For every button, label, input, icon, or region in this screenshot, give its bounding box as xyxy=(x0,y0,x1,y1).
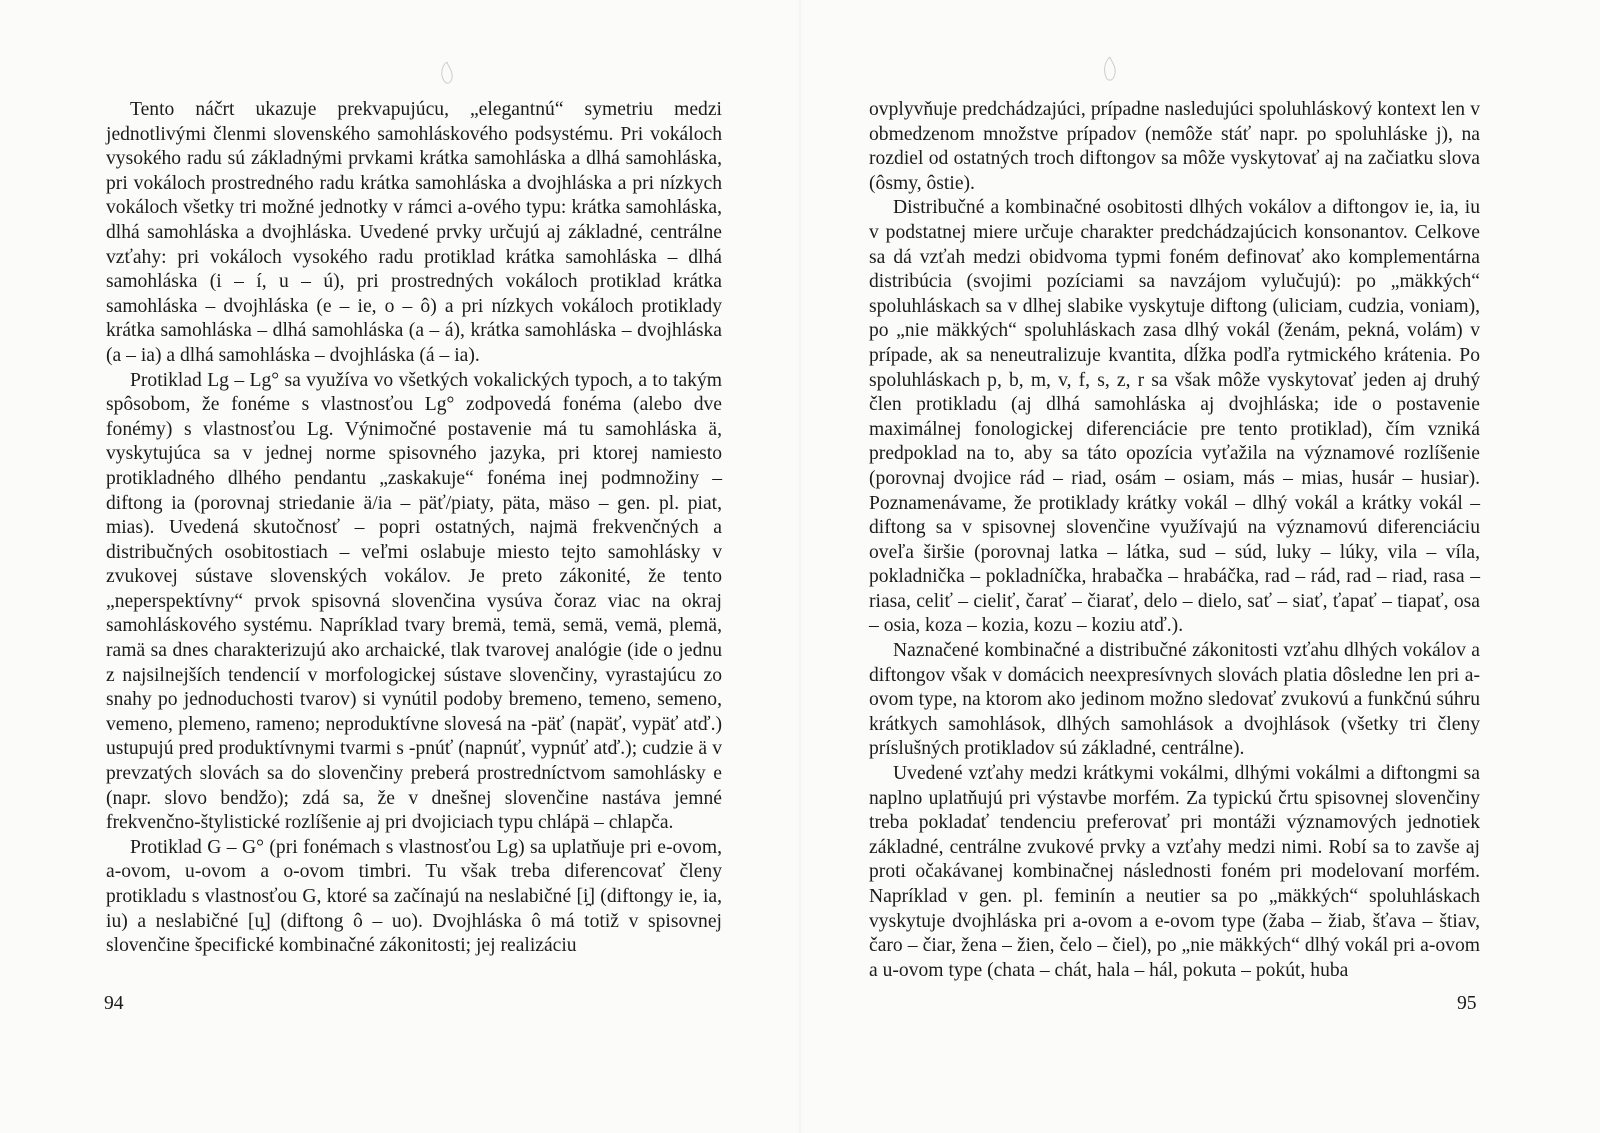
paragraph: ovplyvňuje predchádzajúci, prípadne nasledujúci spoluhláskový kontext len v obmedzenom množstve prípadov (nemôže stáť napr. po spoluhláske j), na rozdiel od ostatných troch diftongov sa môže vyskytovať aj na začiatku slova (ôsmy, ôstie). xyxy=(869,99,1480,194)
pencil-mark xyxy=(1098,54,1120,84)
paragraph: Uvedené vzťahy medzi krátkymi vokálmi, dlhými vokálmi a diftongmi sa naplno uplatňujú pri výstavbe morfém. Za typickú črtu spisovnej slovenčiny treba pokladať tendenciu preferovať pri montáži významových jednotiek základné, centrálne zvukové prvky a vzťahy medzi nimi. Robí sa to zavše aj proti očakávanej kombinačnej následnosti foném pri modelovaní morfém. Napríklad v gen. pl. feminín a neutier sa po „mäkkých“ spoluhláskach vyskytuje dvojhláska pri a-ovom a e-ovom type (žaba – žiab, šťava – štiav, čaro – čiar, žena – žien, čelo – čiel), po „nie mäkkých“ dlhý vokál pri a-ovom a u-ovom type (chata – chát, hala – hál, pokuta – pokút, huba xyxy=(869,763,1480,981)
left-page xyxy=(106,98,722,959)
page-number: 95 xyxy=(1457,993,1477,1014)
paragraph: Distribučné a kombinačné osobitosti dlhých vokálov a diftongov ie, ia, iu v podstatnej miere určuje charakter predchádzajúcich konsonantov. Celkove sa dá vzťah medzi obidvoma typmi foném definovať ako komplementárna distribúcia (svojimi pozíciami sa navzájom vylučujú): po „mäkkých“ spoluhláskach sa v dlhej slabike vyskytuje diftong (uliciam, cudzia, voniam), po „nie mäkkých“ spoluhláskach zasa dlhý vokál (ženám, pekná, volám) v prípade, ak sa neneutralizuje kvantita, dĺžka podľa rytmického krátenia. Po spoluhláskach p, b, m, v, f, s, z, r sa však môže vyskytovať jeden aj druhý člen protikladu (aj dlhá samohláska aj dvojhláska; ide o postavenie maximálnej fonologickej diferenciácie pre tento protiklad), čím vzniká predpoklad na to, aby sa táto opozícia vyťažila na významové rozlíšenie (porovnaj dvojice rád – riad, osám – osiam, más – mias, husár – husiar). Poznamenávame, že protiklady krátky vokál – dlhý vokál a krátky vokál – diftong sa v spisovnej slovenčine využívajú na významovú diferenciáciu oveľa širšie (porovnaj latka – látka, sud – súd, luky – lúky, vila – víla, pokladnička – pokladníčka, hrabačka – hrabáčka, rad – rád, rad – riad, rasa – riasa, celiť – cieliť, čarať – čiarať, delo – dielo, sať – siať, ťapať – tiapať, osa – osia, koza – kozia, kozu – koziu atď.). xyxy=(869,197,1480,637)
paragraph: Protiklad Lg – Lg° sa využíva vo všetkých vokalických typoch, a to takým spôsobom, že fonéme s vlastnosťou Lg° zodpovedá fonéma (alebo dve fonémy) s vlastnosťou Lg. Výnimočné postavenie má tu samohláska ä, vyskytujúca sa v jednej norme spisovného jazyka, pri ktorej namiesto protikladného dlhého pendantu „zaskakuje“ fonéma inej podmnožiny – diftong ia (porovnaj striedanie ä/ia – päť/piaty, päta, mäso – gen. pl. piat, mias). Uvedená skutočnosť – popri ostatných, najmä frekvenčných a distribučných osobitostiach – veľmi oslabuje miesto tejto samohlásky v zvukovej sústave slovenských vokálov. Je preto zákonité, že tento „neperspektívny“ prvok spisovná slovenčina vysúva čoraz viac na okraj samohláskového systému. Napríklad tvary bremä, temä, semä, vemä, plemä, ramä sa dnes charakterizujú ako archaické, tlak tvarovej analógie (ide o jednu z najsilnejších tendencií v morfologickej sústave slovenčiny, vyrastajúcu zo snahy po jednoduchosti tvarov) si vynútil podoby bremeno, temeno, semeno, vemeno, plemeno, rameno; neproduktívne slovesá na -päť (napäť, vypäť atď.) ustupujú pred produktívnymi tvarmi s -pnúť (napnúť, vypnúť atď.); cudzie ä v prevzatých slovách sa do slovenčiny preberá prostredníctvom samohlásky e (napr. slovo bendžo); zdá sa, že v dnešnej slovenčine nastáva jemné frekvenčno-štylistické rozlíšenie aj pri dvojiciach typu chlápä – chlapča. xyxy=(106,369,722,834)
right-page xyxy=(869,98,1480,983)
pencil-mark xyxy=(436,58,458,88)
page-number: 94 xyxy=(104,993,124,1014)
gutter xyxy=(798,0,802,1133)
paragraph: Tento náčrt ukazuje prekvapujúcu, „elegantnú“ symetriu medzi jednotlivými členmi slovenského samohláskového podsystému. Pri vokáloch vysokého radu sú základnými prvkami krátka samohláska a dlhá samohláska, pri vokáloch prostredného radu krátka samohláska a dvojhláska a pri nízkych vokáloch všetky tri možné jednotky v rámci a-ového typu: krátka samohláska, dlhá samohláska a dvojhláska. Uvedené prvky určujú aj základné, centrálne vzťahy: pri vokáloch vysokého radu protiklad krátka samohláska – dlhá samohláska (i – í, u – ú), pri prostredných vokáloch protiklad krátka samohláska – dvojhláska (e – ie, o – ô) a pri nízkych vokáloch protiklady krátka samohláska – dlhá samohláska (a – á), krátka samohláska – dvojhláska (a – ia) a dlhá samohláska – dvojhláska (á – ia). xyxy=(106,99,722,366)
paragraph: Naznačené kombinačné a distribučné zákonitosti vzťahu dlhých vokálov a diftongov však v domácich neexpresívnych slovách platia dôsledne len pri a-ovom type, na ktorom ako jedinom možno sledovať zvukovú a funkčnú súhru krátkych samohlások, dlhých samohlások a dvojhlások (všetky tri členy príslušných protikladov sú základné, centrálne). xyxy=(869,640,1480,760)
paragraph: Protiklad G – G° (pri fonémach s vlastnosťou Lg) sa uplatňuje pri e-ovom, a-ovom, u-ovom a o-ovom timbri. Tu však treba diferencovať členy protikladu s vlastnosťou G, ktoré sa začínajú na neslabičné [i̯] (diftongy ie, ia, iu) a neslabičné [u̯] (diftong ô – uo). Dvojhláska ô má totiž v spisovnej slovenčine špecifické kombinačné zákonitosti; jej realizáciu xyxy=(106,836,722,957)
